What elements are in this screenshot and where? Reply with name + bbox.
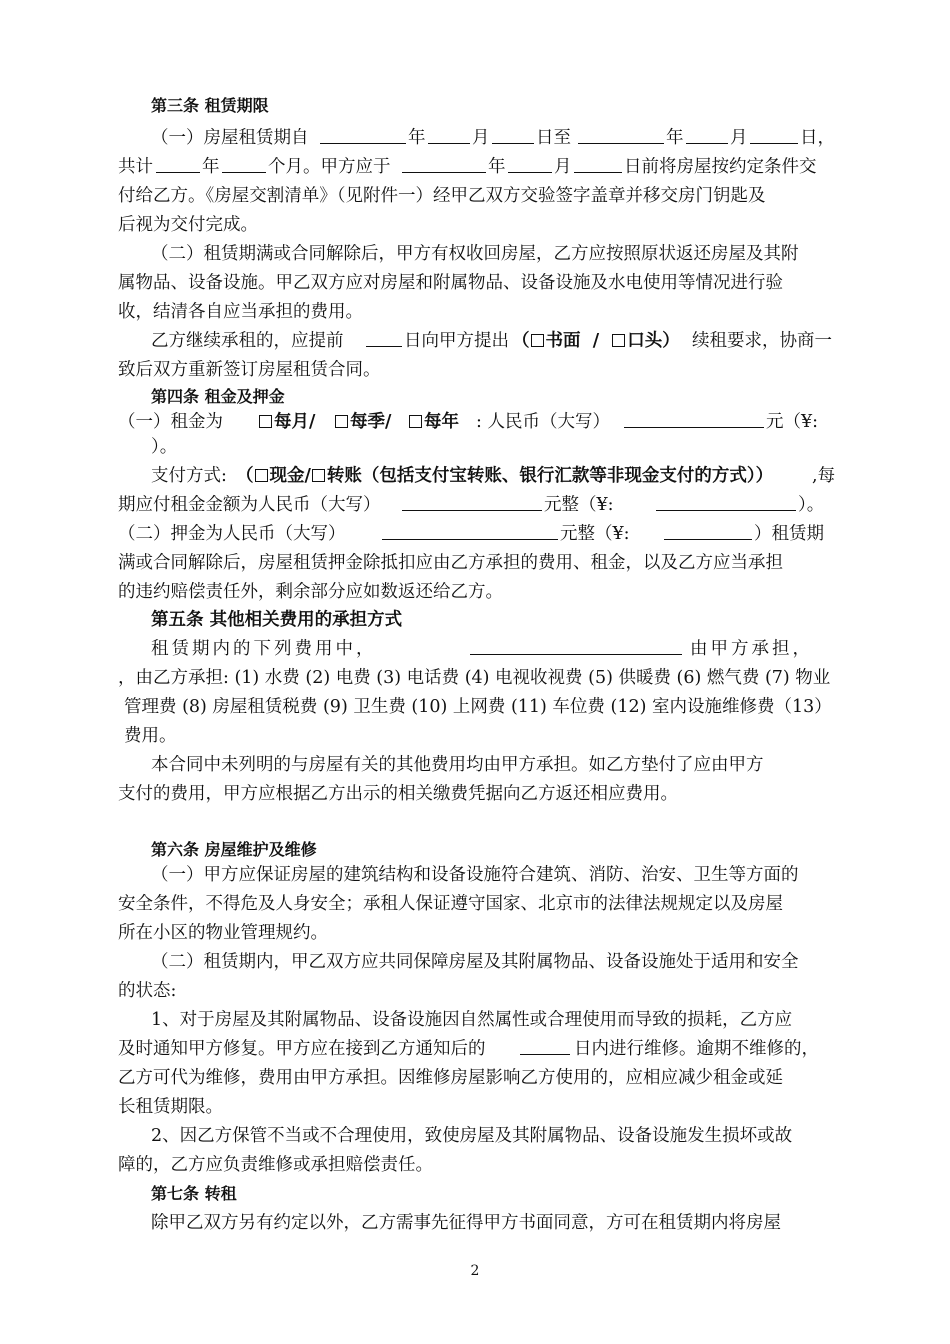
paragraph-line: 管理费 (8) 房屋租赁税费 (9) 卫生费 (10) 上网费 (11) 车位费 (12) 室内设施维修费（13） [124,697,832,717]
checkbox-cash[interactable] [255,469,268,482]
blank-field [222,152,266,173]
paragraph-line: 乙方继续承租的，应提前 日向甲方提出 （ 书面 / 口头） 续租要求，协商一 [0,326,950,356]
article-7-title: 第七条 转租 [151,1184,237,1203]
blank-field [382,519,558,540]
paragraph-line: 付给乙方。《房屋交割清单》（见附件一）经甲乙双方交验签字盖章并移交房门钥匙及 [118,186,766,206]
blank-field [320,123,406,144]
paragraph-line: 租赁期内的下列费用中， 由甲方承担， [0,634,950,664]
blank-field [156,152,200,173]
blank-field [366,326,402,347]
page-number: 2 [470,1263,480,1279]
paragraph-line: ，由乙方承担: (1) 水费 (2) 电费 (3) 电话费 (4) 电视收视费 (5) 供暖费 (6) 燃气费 (7) 物业 [118,668,831,688]
paragraph-line: ）。 [151,437,178,457]
paragraph-line: 支付方式: （ 现金/ 转账（包括支付宝转账、银行汇款等非现金支付的方式）） ,每 [151,466,836,486]
paragraph-line: 期应付租金金额为人民币（大写） 元整（¥: ）。 [0,490,950,520]
article-6-title: 第六条 房屋维护及维修 [151,840,317,859]
blank-field [508,152,552,173]
paragraph-line: 障的，乙方应负责维修或承担赔偿责任。 [118,1155,433,1175]
blank-field [574,152,622,173]
blank-field [686,123,728,144]
paragraph-line: （二）押金为人民币（大写） 元整（¥: ）租赁期 [0,519,950,549]
paragraph-line: 支付的费用，甲方应根据乙方出示的相关缴费凭据向乙方返还相应费用。 [118,784,678,804]
blank-field [428,123,470,144]
paragraph-line: （一）房屋租赁期自 年 月 日至 年 月 日， [0,123,950,153]
paragraph-line: 1、对于房屋及其附属物品、设备设施因自然属性或合理使用而导致的损耗，乙方应 [151,1010,793,1030]
paragraph-line: （一）甲方应保证房屋的建筑结构和设备设施符合建筑、消防、治安、卫生等方面的 [151,865,799,885]
blank-field [750,123,798,144]
blank-field [402,152,486,173]
blank-field [624,407,764,428]
paragraph-line: 所在小区的物业管理规约。 [118,923,328,943]
paragraph-line: 长租赁期限。 [118,1097,223,1117]
paragraph-line: 安全条件，不得危及人身安全；承租人保证遵守国家、北京市的法律法规规定以及房屋 [118,894,783,914]
paragraph-line: 满或合同解除后，房屋租赁押金除抵扣应由乙方承担的费用、租金，以及乙方应当承担 [118,553,783,573]
article-3-title: 第三条 租赁期限 [151,96,269,115]
blank-field [664,519,752,540]
paragraph-line: 费用。 [124,726,177,746]
blank-field [402,490,542,511]
paragraph-line: 共计 年 个月。甲方应于 年 月 日前将房屋按约定条件交 [0,152,950,182]
blank-field [656,490,796,511]
checkbox-yearly[interactable] [409,415,422,428]
blank-field [578,123,664,144]
article-5-title: 第五条 其他相关费用的承担方式 [151,610,403,630]
blank-field [492,123,534,144]
checkbox-written[interactable] [531,334,544,347]
paragraph-line: 致后双方重新签订房屋租赁合同。 [118,360,381,380]
blank-field [520,1034,570,1055]
paragraph-line: 乙方可代为维修，费用由甲方承担。因维修房屋影响乙方使用的，应相应减少租金或延 [118,1068,783,1088]
paragraph-line: 本合同中未列明的与房屋有关的其他费用均由甲方承担。如乙方垫付了应由甲方 [151,755,764,775]
paragraph-line: （二）租赁期内，甲乙双方应共同保障房屋及其附属物品、设备设施处于适用和安全 [151,952,799,972]
paragraph-line: 后视为交付完成。 [118,215,258,235]
paragraph-line: 收，结清各自应当承担的费用。 [118,302,363,322]
article-4-title: 第四条 租金及押金 [151,387,285,406]
paragraph-line: 的状态: [118,981,177,1001]
blank-field [470,634,682,655]
checkbox-transfer[interactable] [312,469,325,482]
paragraph-line: （二）租赁期满或合同解除后，甲方有权收回房屋，乙方应按照原状返还房屋及其附 [151,244,799,264]
paragraph-line: 除甲乙双方另有约定以外，乙方需事先征得甲方书面同意，方可在租赁期内将房屋 [151,1213,781,1233]
paragraph-line: 2、因乙方保管不当或不合理使用，致使房屋及其附属物品、设备设施发生损坏或故 [151,1126,793,1146]
paragraph-line: 属物品、设备设施。甲乙双方应对房屋和附属物品、设备设施及水电使用等情况进行验 [118,273,783,293]
checkbox-oral[interactable] [612,334,625,347]
paragraph-line: 的违约赔偿责任外，剩余部分应如数返还给乙方。 [118,582,503,602]
paragraph-line: （一）租金为 每月/ 每季/ 每年 : 人民币（大写） 元（¥: [0,407,950,437]
checkbox-monthly[interactable] [259,415,272,428]
checkbox-quarterly[interactable] [335,415,348,428]
paragraph-line: 及时通知甲方修复。甲方应在接到乙方通知后的 日内进行维修。逾期不维修的， [0,1034,950,1064]
